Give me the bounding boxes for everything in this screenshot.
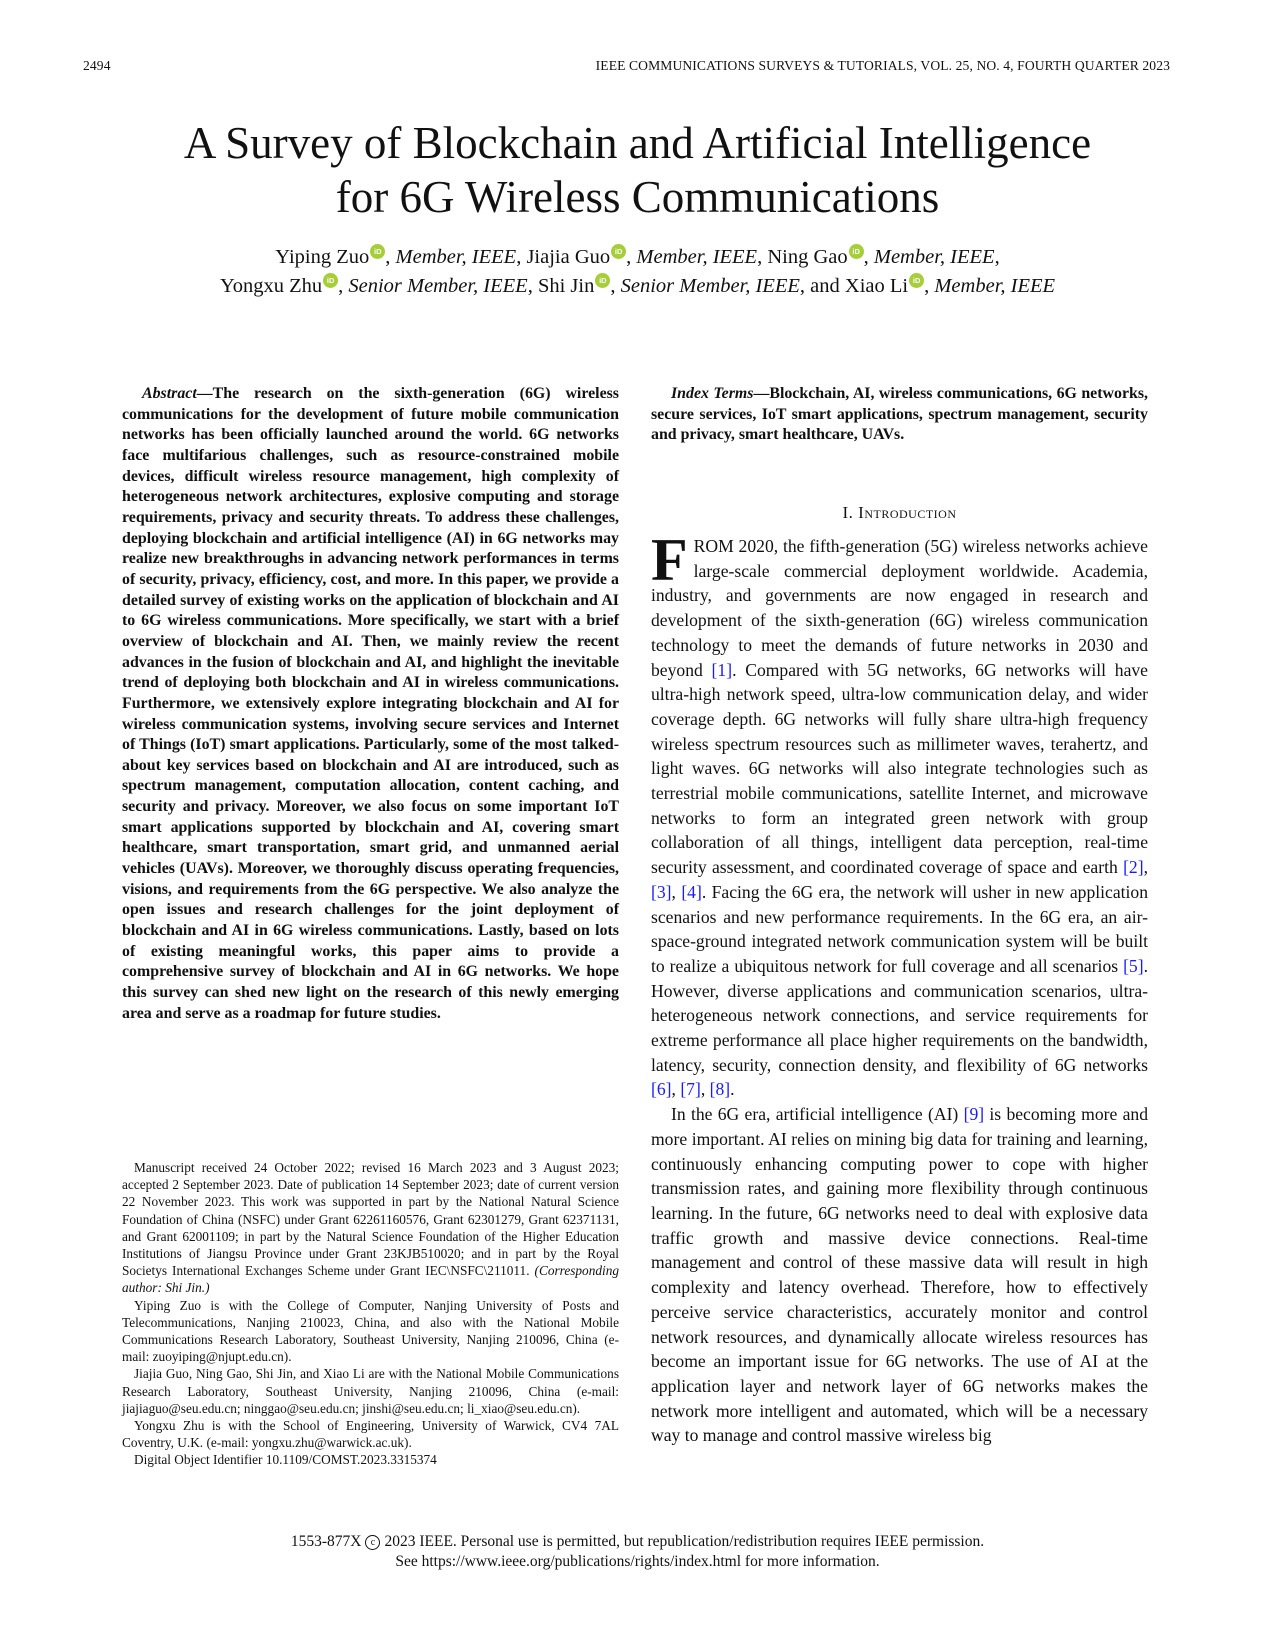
index-terms-dash: — <box>753 385 770 402</box>
citation-link[interactable]: [6] <box>651 1079 672 1100</box>
paragraph-text: ROM 2020, the fifth-generation (5G) wireless networks achieve large-scale commercial deployment worldwide. Academia, industry, and governments are now engaged in research and development of the sixth-generation (6G) wireless communication technology to meet the demands of future networks in 2030 and beyond <box>651 536 1148 680</box>
index-terms <box>651 384 1148 446</box>
author-role: Member, IEEE <box>636 246 758 268</box>
citation-link[interactable]: [1] <box>711 659 733 680</box>
author-role: Senior Member, IEEE <box>620 275 800 297</box>
citation-link[interactable]: [4] <box>681 881 702 902</box>
orcid-icon[interactable]: iD <box>595 273 610 288</box>
copyright-icon: c <box>365 1535 380 1550</box>
rights-info-link: See https://www.ieee.org/publications/rights/index.html for more information. <box>395 1553 880 1570</box>
author-name: Ning Gao <box>767 246 848 268</box>
journal-name: IEEE COMMUNICATIONS SURVEYS & TUTORIALS, VOL. 25, NO. 4, FOURTH QUARTER 2023 <box>595 58 1170 73</box>
paragraph-text: . Compared with 5G networks, 6G networks will have ultra-high network speed, ultra-low communication delay, and wider coverage depth. 6G networks will fully share ultra-high frequency wireless spectrum resources such as millimeter waves, terahertz, and light waves. 6G networks will also integrate technologies such as terrestrial mobile communications, satellite Internet, and microwave networks to form an integrated green network with group collaboration of all things, intelligent data perception, real-time security assessment, and coordinated coverage of space and earth <box>651 659 1148 878</box>
abstract-label: Abstract <box>142 385 197 402</box>
intro-paragraph-2 <box>651 1102 1148 1448</box>
index-terms-text: Blockchain, AI, wireless communications, 6G networks, secure services, IoT smart applications, spectrum management, security and privacy, smart healthcare, UAVs. <box>651 385 1148 444</box>
copyright-text: 2023 IEEE. Personal use is permitted, but republication/redistribution requires IEEE permission. <box>384 1533 985 1550</box>
authors-connector: and <box>810 275 840 297</box>
intro-paragraph-1 <box>651 527 1149 1102</box>
section-title: Introduction <box>858 503 957 522</box>
author-role: Senior Member, IEEE <box>348 275 528 297</box>
page-number: 2494 <box>83 58 111 73</box>
author-name: Xiao Li <box>844 275 909 297</box>
corresponding-author: (Corresponding author: Shi Jin.) <box>122 1263 619 1296</box>
copyright-notice <box>0 1532 1275 1572</box>
manuscript-history: Manuscript received 24 October 2022; revised 16 March 2023 and 3 August 2023; accepted 2 September 2023. Date of publication 14 September 2023; date of current version 22 November 2023. This work was supported in part by the National Natural Science Foundation of China (NSFC) under Grant 62261160576, Grant 62301279, Grant 62371131, and Grant 62001109; in part by the Natural Science Foundation of the Higher Education Institutions of Jiangsu Province under Grant 23KJB510020; and in part by the Royal Societys International Exchanges Scheme under Grant IEC\NSFC\211011. <box>122 1160 619 1279</box>
author-name: Jiajia Guo <box>526 246 611 268</box>
footnote-manuscript <box>122 1159 619 1297</box>
citation-separator: , <box>671 881 682 902</box>
section-number: I. <box>842 503 854 522</box>
footnote-doi: Digital Object Identifier 10.1109/COMST.2023.3315374 <box>134 1452 437 1468</box>
first-page-footnotes <box>122 1159 619 1469</box>
citation-link[interactable]: [5] <box>1123 955 1144 976</box>
author-name: Shi Jin <box>537 275 595 297</box>
paragraph-text: . <box>730 1079 735 1100</box>
author-name: Yiping Zuo <box>275 246 370 268</box>
citation-link[interactable]: [2] <box>1123 857 1144 878</box>
drop-cap: F <box>651 527 688 593</box>
author-role: Member, IEEE <box>934 275 1056 297</box>
citation-link[interactable]: [8] <box>709 1079 731 1100</box>
orcid-icon[interactable]: iD <box>323 273 338 288</box>
orcid-icon[interactable]: iD <box>849 244 864 259</box>
footnote-affiliation: Jiajia Guo, Ning Gao, Shi Jin, and Xiao Li are with the National Mobile Communications Research Laboratory, Southeast University, Nanjing 210096, China (e-mail: jiajiaguo@seu.edu.cn; ninggao@seu.edu.cn; jinshi@seu.edu.cn; li_xiao@seu.edu.cn). <box>122 1366 619 1416</box>
citation-link[interactable]: [3] <box>651 881 672 902</box>
orcid-icon[interactable]: iD <box>370 244 385 259</box>
citation-separator: , <box>671 1079 681 1100</box>
title-line-1: A Survey of Blockchain and Artificial Intelligence <box>183 118 1092 168</box>
paragraph-text: . Facing the 6G era, the network will usher in new application scenarios and new performance requirements. In the 6G era, an air-space-ground integrated network communication system will be built to realize a ubiquitous network for full coverage and all scenarios <box>651 881 1149 976</box>
issn: 1553-877X <box>290 1533 362 1550</box>
orcid-icon[interactable]: iD <box>611 244 626 259</box>
citation-link[interactable]: [7] <box>680 1079 701 1100</box>
author-name: Yongxu Zhu <box>219 275 323 297</box>
author-list: Yiping Zuo iD , Member, IEEE, Jiajia Guo iD , Member, IEEE, Ning Gao iD , Member, IEEE, Yongxu Zhu iD , Senior Member, IEEE, Shi Jin iD , Senior Member, IEEE, and Xiao Li iD , Member, IEEE <box>219 246 1056 297</box>
title-line-2: for 6G Wireless Communications <box>335 172 940 222</box>
citation-link[interactable]: [9] <box>963 1104 985 1125</box>
footnote-affiliation: Yiping Zuo is with the College of Computer, Nanjing University of Posts and Telecommunications, Nanjing 210023, China, and also with the National Mobile Communications Research Laboratory, Southeast University, Nanjing 210096, China (e-mail: zuoyiping@njupt.edu.cn). <box>122 1297 619 1365</box>
abstract <box>122 384 619 1024</box>
introduction-body <box>651 527 1149 1448</box>
section-heading-introduction <box>651 503 1148 523</box>
paragraph-text: is becoming more and more important. AI relies on mining big data for training and learning, continuously enhancing computing power to cope with higher transmission rates, and gaining more flexibility through continuous learning. In the future, 6G networks need to deal with explosive data traffic growth and massive device connections. Real-time management and control of these massive data will result in high complexity and latency overhead. Therefore, how to effectively perceive service characteristics, accurately monitor and control network resources, and dynamically allocate wireless resources has become an important issue for 6G networks. The use of AI at the application layer and network layer of 6G networks makes the network more intelligent and automated, which will be a necessary way to manage and control massive wireless big <box>651 1104 1148 1446</box>
abstract-dash: — <box>196 385 213 402</box>
index-terms-label: Index Terms <box>671 385 754 402</box>
paragraph-text: . However, diverse applications and communication scenarios, ultra-heterogeneous network connections, and service requirements for extreme performance all place higher requirements on the bandwidth, latency, security, connection density, and flexibility of 6G networks <box>651 955 1148 1075</box>
abstract-text: The research on the sixth-generation (6G) wireless communications for the development of future mobile communication networks has been officially launched around the world. 6G networks face multifarious challenges, such as resource-constrained mobile devices, difficult wireless resource management, high complexity of heterogeneous network architectures, explosive computing and storage requirements, privacy and security threats. To address these challenges, deploying blockchain and artificial intelligence (AI) in 6G networks may realize new breakthroughs in advancing network performances in terms of security, privacy, efficiency, cost, and more. In this paper, we provide a detailed survey of existing works on the application of blockchain and AI to 6G wireless communications. More specifically, we start with a brief overview of blockchain and AI. Then, we mainly review the recent advances in the fusion of blockchain and AI, and highlight the inevitable trend of deploying both blockchain and AI in wireless communications. Furthermore, we extensively explore integrating blockchain and AI for wireless communication systems, involving secure services and Internet of Things (IoT) smart applications. Particularly, some of the most talked-about key services based on blockchain and AI are introduced, such as spectrum management, computation allocation, content caching, and security and privacy. Moreover, we also focus on some important IoT smart applications supported by blockchain and AI, covering smart healthcare, smart transportation, smart grid, and unmanned aerial vehicles (UAVs). Moreover, we thoroughly discuss operating frequencies, visions, and requirements from the 6G perspective. We also analyze the open issues and research challenges for the joint deployment of blockchain and AI in 6G wireless communications. Lastly, based on lots of existing meaningful works, this paper aims to provide a comprehensive survey of blockchain and AI in 6G networks. We hope this survey can shed new light on the research of this newly emerging area and serve as a roadmap for future studies. <box>122 385 619 1022</box>
citation-separator: , <box>1143 857 1148 878</box>
paragraph-text: In the 6G era, artificial intelligence (AI) <box>671 1104 964 1125</box>
author-role: Member, IEEE <box>873 246 995 268</box>
footnote-affiliation: Yongxu Zhu is with the School of Engineering, University of Warwick, CV4 7AL Coventry, U.K. (e-mail: yongxu.zhu@warwick.ac.uk). <box>122 1418 619 1451</box>
author-role: Member, IEEE <box>395 246 517 268</box>
citation-separator: , <box>700 1079 710 1100</box>
running-header <box>83 58 1170 74</box>
orcid-icon[interactable]: iD <box>909 273 924 288</box>
paper-title <box>0 116 1275 224</box>
